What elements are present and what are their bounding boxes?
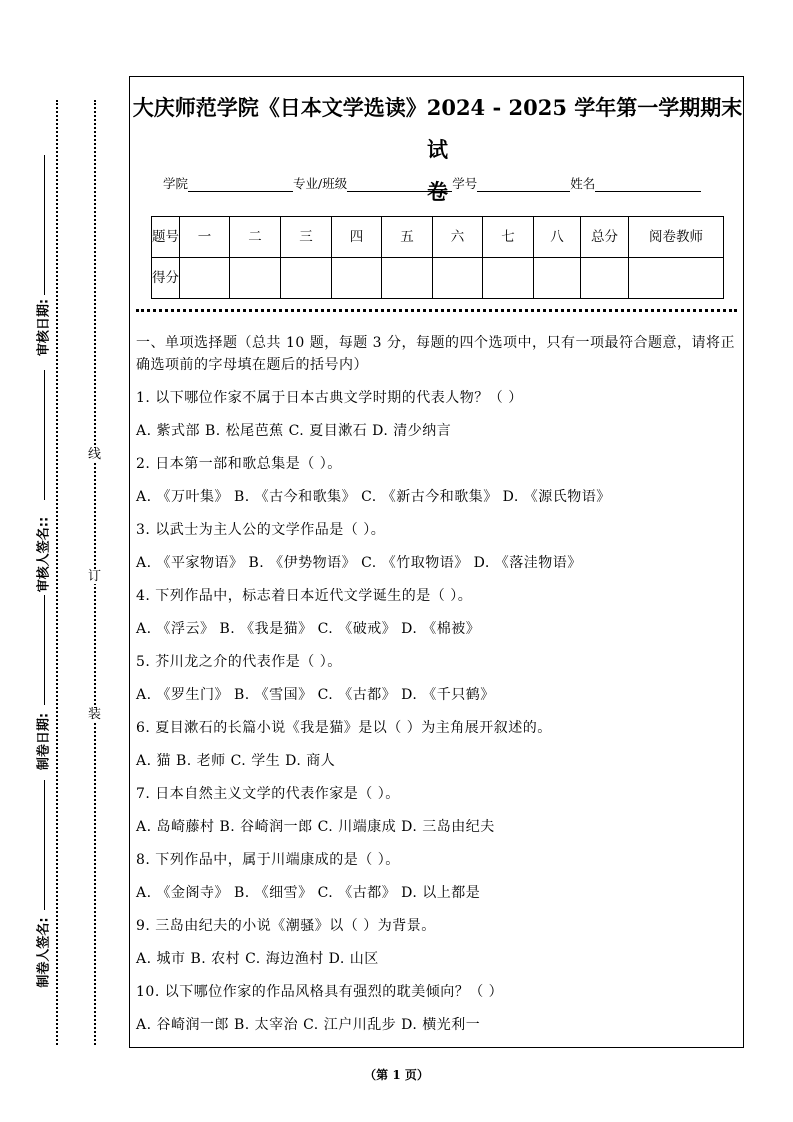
reviewer-sign-label: 审核人签名::: [33, 513, 52, 597]
question-text: 3. 以武士为主人公的文学作品是（ ）。: [136, 522, 386, 538]
question-options: A. 猫 B. 老师 C. 学生 D. 商人: [136, 753, 336, 769]
college-label: 学院: [163, 176, 189, 191]
section-separator: [136, 309, 737, 312]
make-date-label: 制卷日期:: [33, 710, 52, 774]
score-cell[interactable]: [281, 258, 332, 299]
exam-title-line1: 大庆师范学院《日本文学选读》2024 - 2025 学年第一学期期末试: [132, 95, 743, 162]
score-cell[interactable]: [534, 258, 581, 299]
score-header-cell: 三: [281, 217, 332, 258]
score-header-cell: 四: [332, 217, 382, 258]
major-label: 专业/班级: [293, 176, 348, 191]
score-table-header-row: [152, 217, 724, 258]
page-number: （第 1 页）: [364, 1068, 429, 1082]
binding-char-zhuang: 装: [88, 707, 102, 722]
college-field[interactable]: [188, 179, 293, 192]
question-text: 6. 夏目漱石的长篇小说《我是猫》是以（ ）为主角展开叙述的。: [136, 720, 552, 736]
question-options: A. 《罗生门》 B. 《雪国》 C. 《古都》 D. 《千只鹤》: [136, 687, 495, 703]
name-field[interactable]: [595, 179, 701, 192]
student-id-label: 学号: [452, 176, 478, 191]
major-field[interactable]: [347, 179, 452, 192]
binding-char-xian: 线: [88, 447, 102, 462]
question-options: A. 谷崎润一郎 B. 太宰治 C. 江户川乱步 D. 横光利一: [136, 1017, 481, 1033]
question-options: A. 城市 B. 农村 C. 海边渔村 D. 山区: [136, 951, 379, 967]
score-cell[interactable]: [483, 258, 534, 299]
question-text: 7. 日本自然主义文学的代表作家是（ ）。: [136, 786, 400, 802]
question-text: 2. 日本第一部和歌总集是（ ）。: [136, 456, 342, 472]
question-text: 4. 下列作品中，标志着日本近代文学诞生的是（ ）。: [136, 588, 473, 604]
score-header-cell: 题号: [152, 217, 180, 258]
score-cell[interactable]: [230, 258, 281, 299]
maker-sign-line: [44, 780, 45, 910]
question-options: A. 《万叶集》 B. 《古今和歌集》 C. 《新古今和歌集》 D. 《源氏物语》: [136, 489, 611, 505]
question-text: 1. 以下哪位作家不属于日本古典文学时期的代表人物？（ ）: [136, 390, 523, 406]
score-header-cell: 二: [230, 217, 281, 258]
score-header-cell: 一: [180, 217, 230, 258]
score-cell[interactable]: [581, 258, 629, 299]
student-info-row: [163, 174, 701, 192]
exam-title-line2: 卷: [427, 179, 448, 204]
question-options: A. 《浮云》 B. 《我是猫》 C. 《破戒》 D. 《棉被》: [136, 621, 481, 637]
question-text: 10. 以下哪位作家的作品风格具有强烈的耽美倾向？（ ）: [136, 984, 504, 1000]
question-options: A. 《平家物语》 B. 《伊势物语》 C. 《竹取物语》 D. 《落洼物语》: [136, 555, 582, 571]
score-cell[interactable]: [332, 258, 382, 299]
score-table: [151, 216, 724, 299]
maker-sign-label: 制卷人签名:: [33, 915, 52, 991]
score-header-cell: 总分: [581, 217, 629, 258]
binding-char-ding: 订: [88, 569, 102, 584]
exam-frame: [129, 76, 744, 1048]
question-options: A. 紫式部 B. 松尾芭蕉 C. 夏目漱石 D. 清少纳言: [136, 423, 452, 439]
score-header-cell: 六: [433, 217, 483, 258]
score-table-score-row: [152, 258, 724, 299]
score-header-cell: 五: [382, 217, 433, 258]
make-date-line: [44, 595, 45, 705]
review-date-label: 审核日期:: [33, 296, 52, 360]
review-date-line: [44, 155, 45, 295]
score-cell[interactable]: [433, 258, 483, 299]
score-header-cell: 七: [483, 217, 534, 258]
score-header-cell: 阅卷教师: [629, 217, 724, 258]
score-cell[interactable]: [382, 258, 433, 299]
question-text: 8. 下列作品中，属于川端康成的是（ ）。: [136, 852, 400, 868]
question-options: A. 岛崎藤村 B. 谷崎润一郎 C. 川端康成 D. 三岛由纪夫: [136, 819, 495, 835]
question-text: 9. 三岛由纪夫的小说《潮骚》以（ ）为背景。: [136, 918, 436, 934]
section-instructions: 一、单项选择题（总共 10 题，每题 3 分，每题的四个选项中，只有一项最符合题意，请将正确选项前的字母填在题后的括号内）: [136, 335, 736, 373]
score-cell[interactable]: [629, 258, 724, 299]
binding-dotted-line-outer: [56, 100, 58, 1045]
name-label: 姓名: [570, 176, 596, 191]
reviewer-sign-line: [44, 370, 45, 500]
student-id-field[interactable]: [477, 179, 570, 192]
question-area: [136, 332, 736, 1042]
score-row-label: 得分: [152, 258, 180, 299]
question-text: 5. 芥川龙之介的代表作是（ ）。: [136, 654, 342, 670]
score-cell[interactable]: [180, 258, 230, 299]
score-header-cell: 八: [534, 217, 581, 258]
question-options: A. 《金阁寺》 B. 《细雪》 C. 《古都》 D. 以上都是: [136, 885, 481, 901]
exam-title: [130, 87, 745, 213]
